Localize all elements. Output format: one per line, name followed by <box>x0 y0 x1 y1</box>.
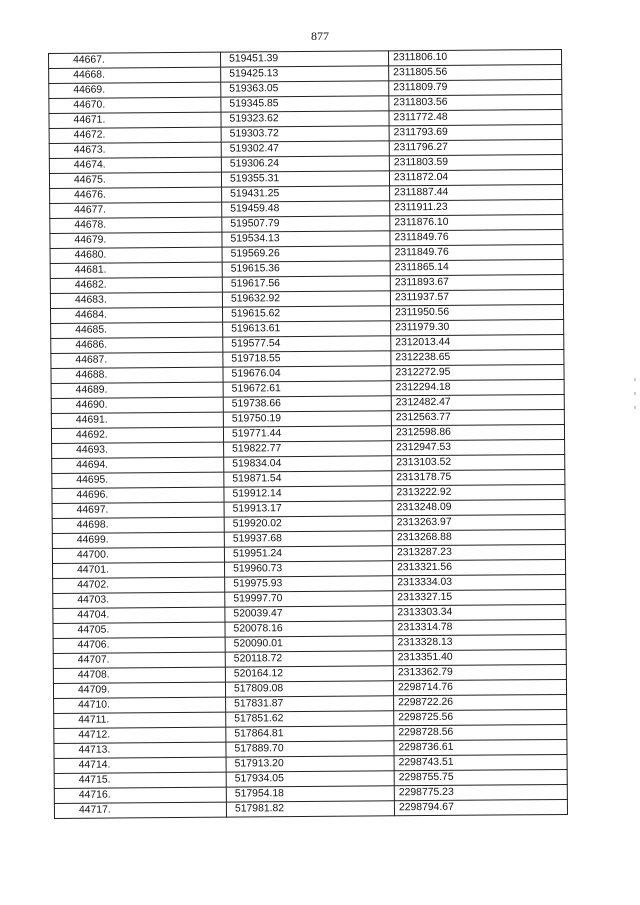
point-id-cell: 44703. <box>53 592 225 608</box>
point-id-cell: 44684. <box>51 307 223 323</box>
y-coordinate-cell: 2312238.65 <box>391 349 564 365</box>
x-coordinate-cell: 519534.13 <box>222 231 390 247</box>
point-id-cell: 44674. <box>49 157 221 173</box>
x-coordinate-cell: 519937.68 <box>224 531 392 547</box>
x-coordinate-cell: 519617.56 <box>222 276 390 292</box>
y-coordinate-cell: 2313103.52 <box>392 454 565 470</box>
point-id-cell: 44707. <box>53 652 225 668</box>
point-id-cell: 44713. <box>54 742 226 758</box>
x-coordinate-cell: 519577.54 <box>223 336 391 352</box>
x-coordinate-cell: 519951.24 <box>224 546 392 562</box>
point-id-cell: 44698. <box>52 517 224 533</box>
point-id-cell: 44680. <box>50 247 222 263</box>
x-coordinate-cell: 519345.85 <box>221 96 389 112</box>
x-coordinate-cell: 519912.14 <box>224 486 392 502</box>
point-id-cell: 44676. <box>50 187 222 203</box>
point-id-cell: 44693. <box>52 442 224 458</box>
coordinate-table <box>48 49 568 819</box>
y-coordinate-cell: 2312563.77 <box>391 409 564 425</box>
y-coordinate-cell: 2298728.56 <box>394 724 567 740</box>
y-coordinate-cell: 2298725.56 <box>394 709 567 725</box>
point-id-cell: 44672. <box>49 127 221 143</box>
point-id-cell: 44669. <box>49 82 221 98</box>
y-coordinate-cell: 2311805.56 <box>389 64 562 80</box>
y-coordinate-cell: 2311806.10 <box>388 49 561 65</box>
y-coordinate-cell: 2298722.26 <box>394 694 567 710</box>
scan-artifact <box>634 392 636 395</box>
point-id-cell: 44696. <box>52 487 224 503</box>
point-id-cell: 44702. <box>53 577 225 593</box>
x-coordinate-cell: 519613.61 <box>223 321 391 337</box>
point-id-cell: 44678. <box>50 217 222 233</box>
y-coordinate-cell: 2311872.04 <box>389 169 562 185</box>
point-id-cell: 44683. <box>50 292 222 308</box>
y-coordinate-cell: 2298775.23 <box>394 784 567 800</box>
point-id-cell: 44686. <box>51 337 223 353</box>
x-coordinate-cell: 519750.19 <box>223 411 391 427</box>
y-coordinate-cell: 2311849.76 <box>390 244 563 260</box>
y-coordinate-cell: 2313287.23 <box>392 544 565 560</box>
x-coordinate-cell: 519676.04 <box>223 366 391 382</box>
x-coordinate-cell: 519425.13 <box>221 66 389 82</box>
point-id-cell: 44679. <box>50 232 222 248</box>
y-coordinate-cell: 2311937.57 <box>390 289 563 305</box>
y-coordinate-cell: 2311893.67 <box>390 274 563 290</box>
y-coordinate-cell: 2313328.13 <box>393 634 566 650</box>
point-id-cell: 44710. <box>54 697 226 713</box>
point-id-cell: 44689. <box>51 382 223 398</box>
x-coordinate-cell: 517831.87 <box>226 696 394 712</box>
x-coordinate-cell: 517851.62 <box>226 711 394 727</box>
y-coordinate-cell: 2313263.97 <box>392 514 565 530</box>
y-coordinate-cell: 2311796.27 <box>389 139 562 155</box>
x-coordinate-cell: 519323.62 <box>221 111 389 127</box>
y-coordinate-cell: 2298714.76 <box>393 679 566 695</box>
point-id-cell: 44675. <box>49 172 221 188</box>
y-coordinate-cell: 2313327.15 <box>393 589 566 605</box>
x-coordinate-cell: 519672.61 <box>223 381 391 397</box>
point-id-cell: 44688. <box>51 367 223 383</box>
y-coordinate-cell: 2312482.47 <box>391 394 564 410</box>
x-coordinate-cell: 519507.79 <box>222 216 390 232</box>
point-id-cell: 44705. <box>53 622 225 638</box>
point-id-cell: 44687. <box>51 352 223 368</box>
x-coordinate-cell: 519632.92 <box>222 291 390 307</box>
point-id-cell: 44712. <box>54 727 226 743</box>
point-id-cell: 44695. <box>52 472 224 488</box>
x-coordinate-cell: 519718.55 <box>223 351 391 367</box>
y-coordinate-cell: 2312598.86 <box>391 424 564 440</box>
y-coordinate-cell: 2311772.48 <box>389 109 562 125</box>
x-coordinate-cell: 517889.70 <box>226 741 394 757</box>
x-coordinate-cell: 520039.47 <box>225 606 393 622</box>
x-coordinate-cell: 517934.05 <box>226 771 394 787</box>
y-coordinate-cell: 2311911.23 <box>390 199 563 215</box>
y-coordinate-cell: 2312947.53 <box>392 439 565 455</box>
x-coordinate-cell: 519615.62 <box>223 306 391 322</box>
x-coordinate-cell: 517954.18 <box>226 786 394 802</box>
x-coordinate-cell: 519822.77 <box>224 441 392 457</box>
x-coordinate-cell: 519771.44 <box>223 426 391 442</box>
y-coordinate-cell: 2311803.59 <box>389 154 562 170</box>
x-coordinate-cell: 519431.25 <box>222 186 390 202</box>
y-coordinate-cell: 2311979.30 <box>391 319 564 335</box>
x-coordinate-cell: 519363.05 <box>221 81 389 97</box>
point-id-cell: 44692. <box>51 427 223 443</box>
point-id-cell: 44711. <box>54 712 226 728</box>
point-id-cell: 44697. <box>52 502 224 518</box>
y-coordinate-cell: 2298794.67 <box>394 799 567 815</box>
x-coordinate-cell: 519920.02 <box>224 516 392 532</box>
y-coordinate-cell: 2298736.61 <box>394 739 567 755</box>
x-coordinate-cell: 520164.12 <box>225 666 393 682</box>
x-coordinate-cell: 519302.47 <box>221 141 389 157</box>
x-coordinate-cell: 517809.08 <box>225 681 393 697</box>
x-coordinate-cell: 519738.66 <box>223 396 391 412</box>
y-coordinate-cell: 2313222.92 <box>392 484 565 500</box>
point-id-cell: 44690. <box>51 397 223 413</box>
y-coordinate-cell: 2311849.76 <box>390 229 563 245</box>
y-coordinate-cell: 2311887.44 <box>390 184 563 200</box>
point-id-cell: 44694. <box>52 457 224 473</box>
point-id-cell: 44708. <box>53 667 225 683</box>
x-coordinate-cell: 520078.16 <box>225 621 393 637</box>
point-id-cell: 44700. <box>52 547 224 563</box>
x-coordinate-cell: 520118.72 <box>225 651 393 667</box>
coordinate-table-body <box>49 49 568 818</box>
y-coordinate-cell: 2311876.10 <box>390 214 563 230</box>
point-id-cell: 44709. <box>53 682 225 698</box>
y-coordinate-cell: 2312013.44 <box>391 334 564 350</box>
x-coordinate-cell: 519459.48 <box>222 201 390 217</box>
point-id-cell: 44677. <box>50 202 222 218</box>
point-id-cell: 44667. <box>49 52 221 68</box>
point-id-cell: 44716. <box>54 787 226 803</box>
y-coordinate-cell: 2313334.03 <box>393 574 566 590</box>
y-coordinate-cell: 2311803.56 <box>389 94 562 110</box>
table-row <box>54 799 567 818</box>
x-coordinate-cell: 519355.31 <box>221 171 389 187</box>
y-coordinate-cell: 2313248.09 <box>392 499 565 515</box>
point-id-cell: 44685. <box>51 322 223 338</box>
x-coordinate-cell: 519615.36 <box>222 261 390 277</box>
y-coordinate-cell: 2313321.56 <box>392 559 565 575</box>
point-id-cell: 44670. <box>49 97 221 113</box>
point-id-cell: 44715. <box>54 772 226 788</box>
y-coordinate-cell: 2311865.14 <box>390 259 563 275</box>
y-coordinate-cell: 2313314.78 <box>393 619 566 635</box>
x-coordinate-cell: 519303.72 <box>221 126 389 142</box>
y-coordinate-cell: 2313268.88 <box>392 529 565 545</box>
x-coordinate-cell: 519975.93 <box>225 576 393 592</box>
point-id-cell: 44704. <box>53 607 225 623</box>
y-coordinate-cell: 2313178.75 <box>392 469 565 485</box>
x-coordinate-cell: 520090.01 <box>225 636 393 652</box>
point-id-cell: 44681. <box>50 262 222 278</box>
y-coordinate-cell: 2298755.75 <box>394 769 567 785</box>
x-coordinate-cell: 517981.82 <box>226 801 394 817</box>
point-id-cell: 44682. <box>50 277 222 293</box>
x-coordinate-cell: 519569.26 <box>222 246 390 262</box>
x-coordinate-cell: 519306.24 <box>221 156 389 172</box>
x-coordinate-cell: 519997.70 <box>225 591 393 607</box>
scan-artifact <box>634 378 636 381</box>
y-coordinate-cell: 2312294.18 <box>391 379 564 395</box>
point-id-cell: 44699. <box>52 532 224 548</box>
y-coordinate-cell: 2313362.79 <box>393 664 566 680</box>
y-coordinate-cell: 2313351.40 <box>393 649 566 665</box>
y-coordinate-cell: 2298743.51 <box>394 754 567 770</box>
point-id-cell: 44671. <box>49 112 221 128</box>
x-coordinate-cell: 519451.39 <box>220 51 388 67</box>
point-id-cell: 44691. <box>51 412 223 428</box>
x-coordinate-cell: 519913.17 <box>224 501 392 517</box>
y-coordinate-cell: 2311809.79 <box>389 79 562 95</box>
point-id-cell: 44714. <box>54 757 226 773</box>
x-coordinate-cell: 517913.20 <box>226 756 394 772</box>
y-coordinate-cell: 2311950.56 <box>390 304 563 320</box>
y-coordinate-cell: 2313303.34 <box>393 604 566 620</box>
point-id-cell: 44717. <box>54 802 226 818</box>
x-coordinate-cell: 517864.81 <box>226 726 394 742</box>
point-id-cell: 44701. <box>53 562 225 578</box>
page-number: 877 <box>311 29 329 43</box>
x-coordinate-cell: 519960.73 <box>225 561 393 577</box>
x-coordinate-cell: 519871.54 <box>224 471 392 487</box>
point-id-cell: 44668. <box>49 67 221 83</box>
scan-artifact <box>634 406 636 409</box>
y-coordinate-cell: 2311793.69 <box>389 124 562 140</box>
x-coordinate-cell: 519834.04 <box>224 456 392 472</box>
point-id-cell: 44673. <box>49 142 221 158</box>
y-coordinate-cell: 2312272.95 <box>391 364 564 380</box>
point-id-cell: 44706. <box>53 637 225 653</box>
